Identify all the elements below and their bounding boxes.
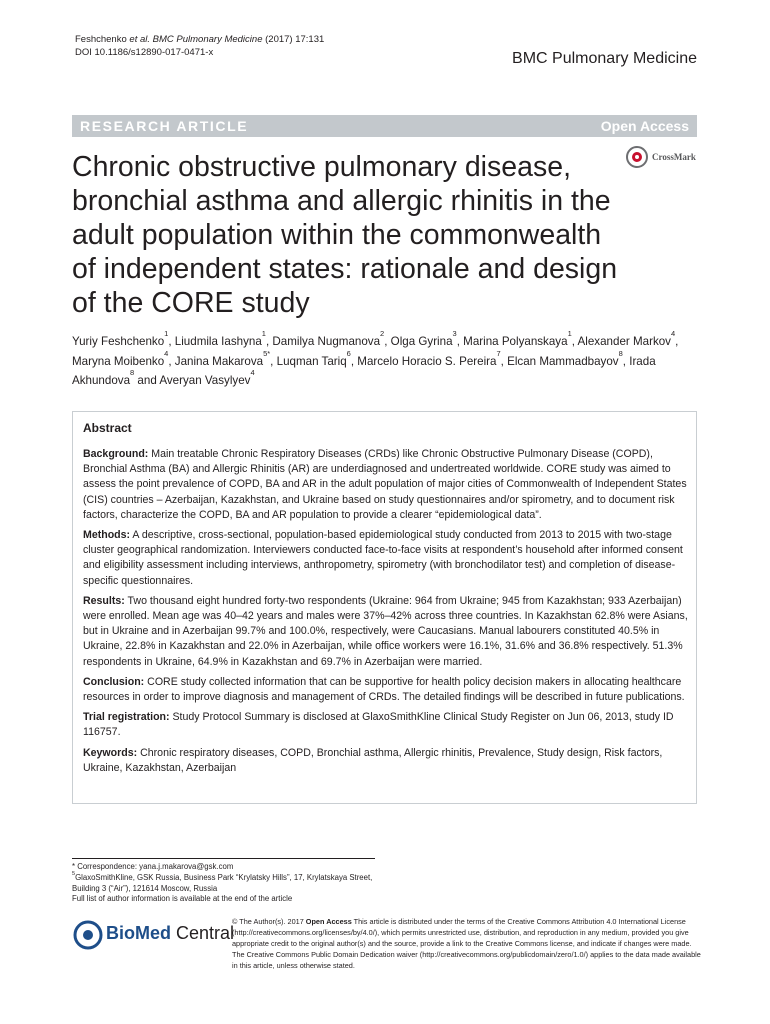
abstract-box xyxy=(72,411,697,804)
author-name: Liudmila Iashyna xyxy=(174,335,262,348)
author-affiliation-mark: 4 xyxy=(250,368,255,377)
correspondence: * Correspondence: yana.j.makarova@gsk.com xyxy=(72,862,234,871)
author-affiliation-mark: 1 xyxy=(567,329,572,338)
abstract-section-label: Trial registration: xyxy=(83,711,170,724)
author-name: Yuriy Feshchenko xyxy=(72,335,165,348)
author-list: Yuriy Feshchenko$^1$, Liudmila Iashyna$^1$, Damilya Nugmanova$^2$, Olga Gyrina$^3$, Marina Polyanskaya$^1$, Alexander Markov$^4$, Maryna Moibenko$^4$, Janina Makarova$^{5*}$, Luqman Tariq$^6$, Marcelo Horacio S. Pereira$^7$, Elcan Mammadbayov$^8$, Irada Akhundova$^8$ and Averyan Vasylyev$^4$ xyxy=(72,329,679,387)
abstract-section-label: Methods: xyxy=(83,529,131,542)
abstract-section-label: Conclusion: xyxy=(83,675,145,688)
crossmark-label: CrossMark xyxy=(652,152,696,162)
open-access-label: Open Access xyxy=(600,118,689,134)
author-name: Luqman Tariq xyxy=(276,354,347,368)
author-name: Olga Gyrina xyxy=(390,335,453,348)
biomed-central-logo-icon xyxy=(72,919,104,951)
abstract-section-text: A descriptive, cross-sectional, population-based epidemiological study conducted from 2013 to 2015 with two-stage cluster geographical randomization. Interviewers conducted face-to-face visits at respondent’s household after informed consent and eligibility assessment including interviews, anthropometry, spirometry (with bronchodilator test) and completion of disease-specific questionnaires. xyxy=(83,529,683,587)
author-affiliation-mark: 4 xyxy=(164,348,169,358)
abstract-section-text: CORE study collected information that can be supportive for health policy decision makers in allocating healthcare resources in order to improve diagnosis and management of CRDs. The detailed findings will be described in future publications. xyxy=(83,675,685,704)
journal-name: BMC Pulmonary Medicine xyxy=(512,50,697,67)
abstract-section-text: Main treatable Chronic Respiratory Diseases (CRDs) like Chronic Obstructive Pulmonary Disease (COPD), Bronchial Asthma (BA) and Allergic Rhinitis (AR) are underdiagnosed and undertreated worldwide. CORE study was aimed to assess the point prevalence of COPD, BA and AR in the adult population of major cities of Commonwealth of Independent States (CIS) countries – Azerbaijan, Kazakhstan, and Ukraine based on study questionnaires and/or spirometry, and to document risk factors, characterize the COPD, BA and AR population to provide a clearer “epidemiological data”. xyxy=(83,448,687,521)
author-affiliation-mark: 3 xyxy=(452,329,457,338)
author-affiliation-mark: 1 xyxy=(164,329,169,338)
author-name: Marina Polyanskaya xyxy=(463,335,568,348)
author-affiliation-mark: 8 xyxy=(130,368,135,377)
article-type-band xyxy=(72,115,697,137)
author-affiliation-mark: 8 xyxy=(618,348,623,358)
abstract-section xyxy=(83,447,688,523)
footnotes xyxy=(72,862,392,905)
abstract-heading: Abstract xyxy=(83,421,132,435)
abstract-section xyxy=(83,594,688,670)
full-list-note: Full list of author information is available at the end of the article xyxy=(72,894,293,904)
abstract-section-text: Two thousand eight hundred forty-two respondents (Ukraine: 964 from Ukraine; 945 from Kazakhstan; 933 Azerbaijan) were enrolled. Mean age was 40–42 years and males were 37%–42% across three countries. In Kazakhstan 62.8% were Asians, but in Ukraine and in Azerbaijan 99.7% and 100.0%, respectively, were Caucasians. Manual labourers constituted 40.5% in Ukraine, 22.8% in Kazakhstan and 22.0% in Azerbaijan, while office workers were 16.1%, 31.6% and 36.8% respectively. 51.3% respondents in Ukraine, 64.9% in Kazakhstan and 69.7% in Azerbaijan were married. xyxy=(83,594,688,668)
abstract-section xyxy=(83,528,688,589)
author-affiliation-mark: 7 xyxy=(496,348,501,358)
article-title: Chronic obstructive pulmonary disease, bronchial asthma and allergic rhinitis in the adult population within the commonwealth of independent states: rationale and design of the CORE study xyxy=(72,151,618,319)
abstract-section xyxy=(83,710,688,740)
author-affiliation-mark: 1 xyxy=(261,329,266,338)
doi[interactable]: DOI 10.1186/s12890-017-0471-x xyxy=(75,47,214,58)
abstract-section xyxy=(83,675,688,705)
abstract-section-text: Chronic respiratory diseases, COPD, Bronchial asthma, Allergic rhinitis, Prevalence, Study design, Risk factors, Ukraine, Kazakhstan, Azerbaijan xyxy=(83,746,663,774)
author-name: Janina Makarova xyxy=(174,354,264,368)
author-name: Elcan Mammadbayov xyxy=(507,354,619,368)
biomed-central-logo xyxy=(72,917,235,951)
citation-header xyxy=(75,33,324,59)
article-type-label: RESEARCH ARTICLE xyxy=(80,118,249,134)
abstract-section xyxy=(83,746,688,776)
author-name: Damilya Nugmanova xyxy=(272,335,381,348)
authors-conjunction: and xyxy=(137,374,157,387)
citation-line: Feshchenko et al. BMC Pulmonary Medicine (2017) 17:131 xyxy=(75,34,325,45)
abstract-section-text: Study Protocol Summary is disclosed at GlaxoSmithKline Clinical Study Register on Jun 06, 2013, study ID 116757. xyxy=(83,711,674,739)
crossmark-button[interactable] xyxy=(626,146,706,170)
author-name: Marcelo Horacio S. Pereira xyxy=(357,354,497,368)
footnote-rule xyxy=(72,858,375,859)
biomed-central-wordmark: BioMed Central xyxy=(106,923,235,943)
affiliation: $^5$GlaxoSmithKline, GSK Russia, Business Park “Krylatsky Hills”, 17, Krylatskaya Street, Building 3 (“Air”), 121614 Moscow, Russia xyxy=(72,870,373,893)
author-name: Alexander Markov xyxy=(577,335,671,348)
author-affiliation-mark: 4 xyxy=(670,329,676,338)
author-affiliation-mark: 5* xyxy=(263,348,271,358)
abstract-section-label: Keywords: xyxy=(83,746,138,759)
abstract-section-label: Results: xyxy=(83,594,125,607)
author-name: Maryna Moibenko xyxy=(72,354,165,368)
author-affiliation-mark: 6 xyxy=(346,348,351,358)
abstract-section-label: Background: xyxy=(83,448,149,460)
license-statement: © The Author(s). 2017 Open Access This article is distributed under the terms of the Creative Commons Attribution 4.0 International License (http://creativecommons.org/licenses/by/4.0/), which permits unrestricted use, distribution, and reproduction in any medium, provided you give appropriate credit to the original author(s) and the source, provide a link to the Creative Commons license, and indicate if changes were made. The Creative Commons Public Domain Dedication waiver (http://creativecommons.org/publicdomain/zero/1.0/) applies to the data made available in this article, unless otherwise stated. xyxy=(232,917,701,971)
abstract-body xyxy=(83,447,688,781)
author-name: Irada Akhundova xyxy=(72,354,656,387)
author-name: Averyan Vasylyev xyxy=(159,374,251,387)
author-affiliation-mark: 2 xyxy=(380,329,385,338)
